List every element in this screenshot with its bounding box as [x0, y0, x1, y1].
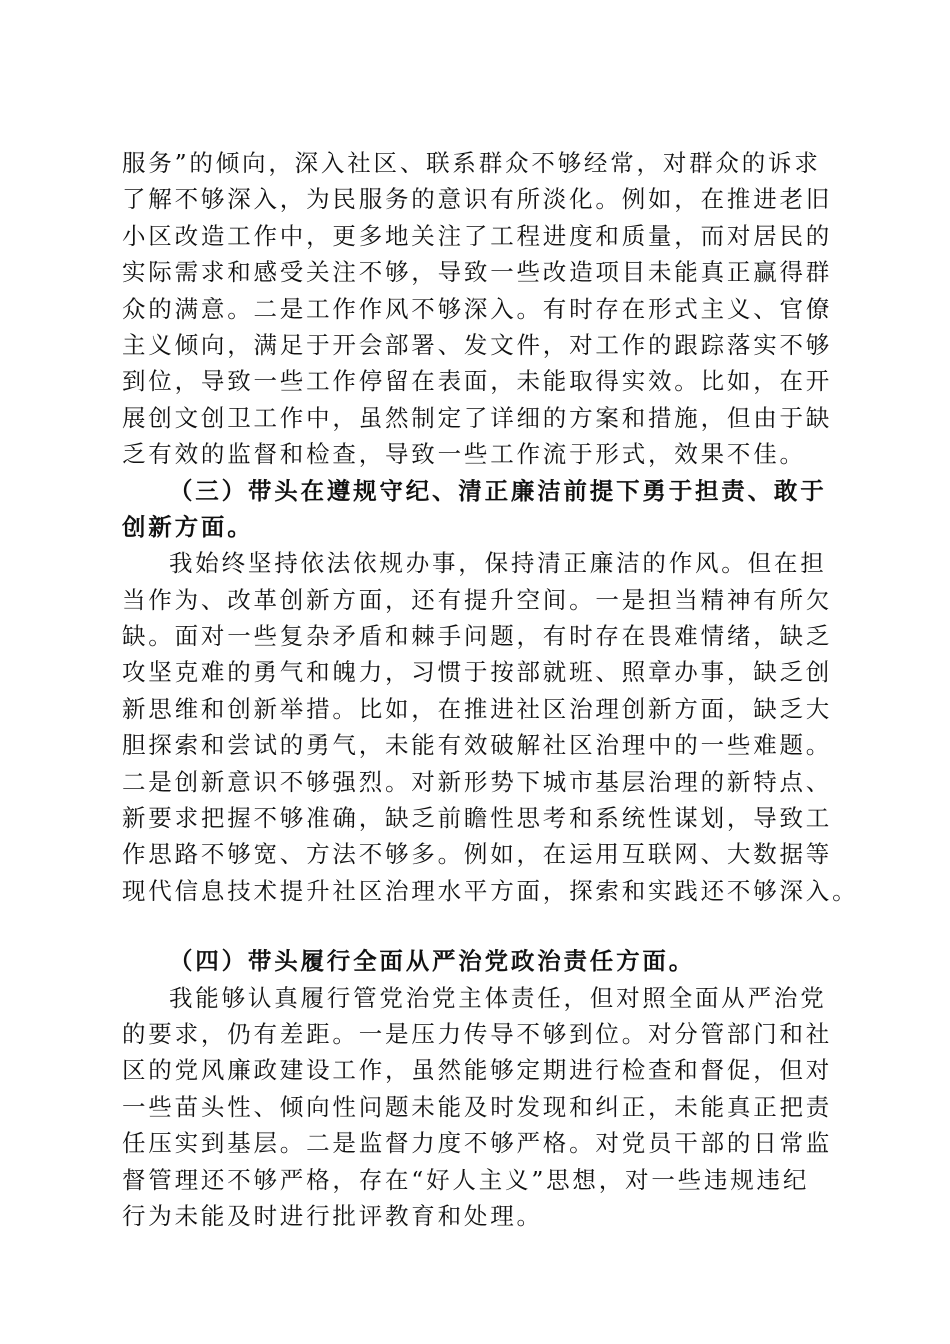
document-page [122, 145, 859, 1234]
paragraph-line: 到位，导致一些工作停留在表面，未能取得实效。比如，在开 [122, 367, 833, 396]
paragraph-line: 行为未能及时进行批评教育和处理。 [122, 1201, 543, 1230]
paragraph-line: 服务”的倾向，深入社区、联系群众不够经常，对群众的诉求 [122, 149, 821, 177]
paragraph-line: 我始终坚持依法依规办事，保持清正廉洁的作风。但在担 [169, 549, 827, 578]
paragraph-line: 乏有效的监督和检查，导致一些工作流于形式，效果不佳。 [122, 440, 806, 469]
paragraph-line: 胆探索和尝试的勇气，未能有效破解社区治理中的一些难题。 [122, 731, 833, 760]
paragraph-line: 攻坚克难的勇气和魄力，习惯于按部就班、照章办事，缺乏创 [122, 658, 833, 687]
paragraph-line: 二是创新意识不够强烈。对新形势下城市基层治理的新特点、 [122, 767, 833, 796]
paragraph-line: 小区改造工作中，更多地关注了工程进度和质量，而对居民的 [122, 221, 833, 250]
paragraph-line: 众的满意。二是工作作风不够深入。有时存在形式主义、官僚 [122, 294, 833, 323]
paragraph-line: 了解不够深入，为民服务的意识有所淡化。例如，在推进老旧 [122, 185, 833, 214]
paragraph-line: 现代信息技术提升社区治理水平方面，探索和实践还不够深入。 [122, 876, 859, 905]
paragraph-line: 主义倾向，满足于开会部署、发文件，对工作的跟踪落实不够 [122, 330, 833, 359]
paragraph-line: 当作为、改革创新方面，还有提升空间。一是担当精神有所欠 [122, 585, 833, 614]
paragraph-line: 新要求把握不够准确，缺乏前瞻性思考和系统性谋划，导致工 [122, 804, 833, 833]
section-heading-3: （三）带头在遵规守纪、清正廉洁前提下勇于担责、敢于 [169, 476, 827, 505]
section-heading-3-continuation: 创新方面。 [122, 512, 254, 541]
paragraph-line: 督管理还不够严格，存在“好人主义”思想，对一些违规违纪 [122, 1165, 810, 1194]
paragraph-line: 任压实到基层。二是监督力度不够严格。对党员干部的日常监 [122, 1129, 833, 1158]
paragraph-line: 区的党风廉政建设工作，虽然能够定期进行检查和督促，但对 [122, 1056, 833, 1085]
paragraph-line: 作思路不够宽、方法不够多。例如，在运用互联网、大数据等 [122, 840, 833, 869]
paragraph-gap [122, 909, 828, 943]
paragraph-line: 缺。面对一些复杂矛盾和棘手问题，有时存在畏难情绪，缺乏 [122, 622, 833, 651]
paragraph-line: 的要求，仍有差距。一是压力传导不够到位。对分管部门和社 [122, 1019, 833, 1048]
paragraph-line: 我能够认真履行管党治党主体责任，但对照全面从严治党 [169, 983, 827, 1012]
paragraph-line: 展创文创卫工作中，虽然制定了详细的方案和措施，但由于缺 [122, 403, 833, 432]
section-heading-4: （四）带头履行全面从严治党政治责任方面。 [169, 947, 695, 976]
paragraph-line: 实际需求和感受关注不够，导致一些改造项目未能真正赢得群 [122, 258, 833, 287]
paragraph-line: 一些苗头性、倾向性问题未能及时发现和纠正，未能真正把责 [122, 1092, 833, 1121]
paragraph-line: 新思维和创新举措。比如，在推进社区治理创新方面，缺乏大 [122, 694, 833, 723]
